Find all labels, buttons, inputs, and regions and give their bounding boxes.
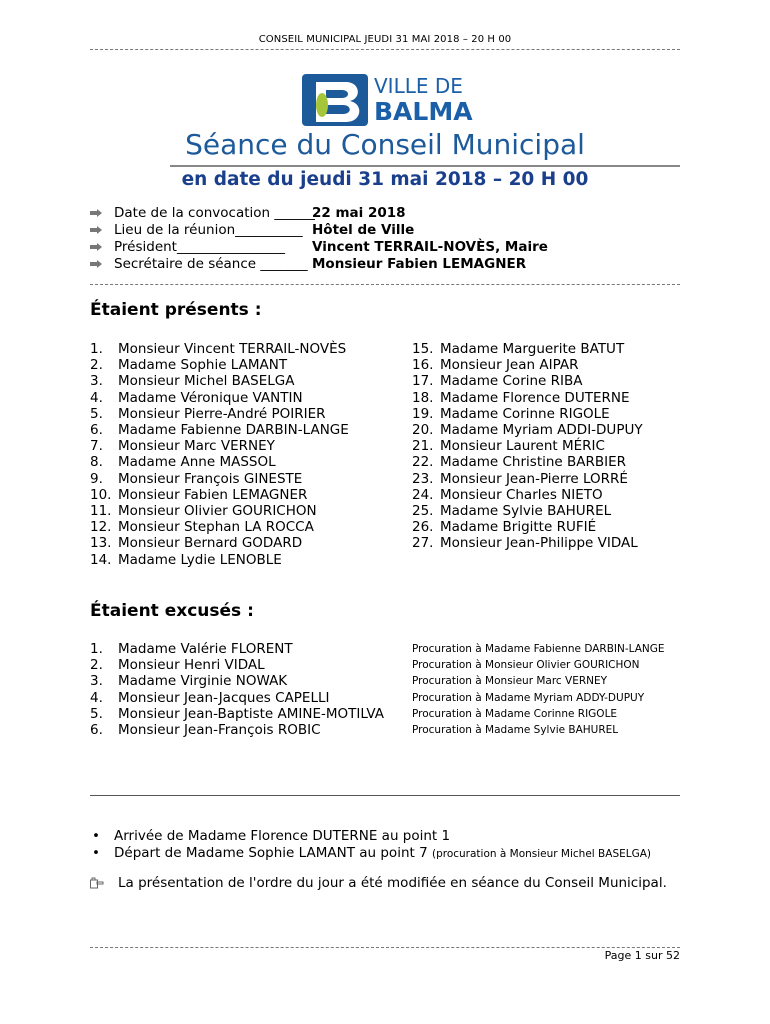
member-name: Monsieur Jean-Pierre LORRÉ — [440, 470, 628, 487]
list-item — [90, 503, 349, 519]
member-name: Monsieur Olivier GOURICHON — [118, 503, 317, 520]
member-name: Madame Sophie LAMANT — [118, 357, 288, 374]
list-number: 23. — [412, 470, 434, 487]
member-name: Monsieur Fabien LEMAGNER — [118, 486, 308, 503]
list-number: 8. — [90, 454, 103, 471]
list-item — [90, 406, 349, 422]
list-item — [90, 673, 384, 689]
list-item — [90, 690, 384, 706]
list-item — [412, 471, 643, 487]
city-logo — [302, 72, 482, 128]
member-name: Monsieur Jean-Baptiste AMINE-MOTILVA — [118, 705, 385, 722]
info-label: Lieu de la réunion__________ — [114, 222, 303, 238]
procuration-text: Procuration à Madame Fabienne DARBIN-LANGE — [412, 643, 665, 655]
member-name: Monsieur Henri VIDAL — [118, 657, 265, 674]
member-name: Madame Christine BARBIER — [440, 454, 627, 471]
list-item — [90, 438, 349, 454]
excuses-list — [90, 641, 384, 738]
list-number: 2. — [90, 357, 103, 374]
arrow-bullet-icon — [90, 226, 102, 234]
list-number: 20. — [412, 422, 434, 439]
info-label: Secrétaire de séance _______ — [114, 256, 308, 272]
excuses-heading: Étaient excusés : — [90, 601, 254, 621]
list-number: 6. — [90, 422, 103, 439]
logo-line-1: VILLE DE — [374, 74, 463, 98]
logo-line-2: BALMA — [374, 97, 473, 126]
remark-text: La présentation de l'ordre du jour a été modifiée en séance du Conseil Municipal. — [118, 875, 667, 891]
notes-divider — [90, 795, 680, 796]
running-header — [0, 34, 770, 45]
list-number: 19. — [412, 405, 434, 422]
list-number: 7. — [90, 438, 103, 455]
list-item — [412, 535, 643, 551]
member-name: Madame Fabienne DARBIN-LANGE — [118, 422, 349, 439]
list-number: 1. — [90, 341, 103, 357]
list-item — [90, 641, 384, 657]
list-number: 15. — [412, 341, 434, 357]
procuration-text: Procuration à Monsieur Olivier GOURICHON — [412, 659, 640, 672]
list-item — [90, 706, 384, 722]
bullet-icon: • — [92, 828, 100, 844]
member-name: Madame Brigitte RUFIÉ — [440, 519, 597, 536]
footer-divider — [90, 947, 680, 948]
list-number: 11. — [90, 503, 112, 520]
list-number: 4. — [90, 389, 103, 406]
list-number: 3. — [90, 673, 103, 690]
list-item — [90, 519, 349, 535]
presents-list-right — [412, 341, 643, 552]
list-item — [412, 519, 643, 535]
list-item — [412, 390, 643, 406]
note-text: Arrivée de Madame Florence DUTERNE au point 1 — [114, 828, 451, 844]
procuration-text: Procuration à Madame Sylvie BAHUREL — [412, 724, 619, 737]
list-item — [412, 503, 643, 519]
list-item — [90, 535, 349, 551]
member-name: Monsieur Vincent TERRAIL-NOVÈS — [118, 341, 347, 357]
list-number: 16. — [412, 357, 434, 374]
list-number: 14. — [90, 551, 112, 568]
member-name: Monsieur Bernard GODARD — [118, 535, 303, 552]
note-line — [114, 845, 651, 863]
info-label: Président________________ — [114, 239, 285, 255]
list-item — [90, 341, 349, 357]
note-procuration: (procuration à Monsieur Michel BASELGA) — [431, 848, 652, 860]
list-number: 25. — [412, 503, 434, 520]
list-item — [412, 406, 643, 422]
list-item — [90, 722, 384, 738]
balma-b-logo-icon — [302, 72, 372, 128]
member-name: Monsieur Jean-François ROBIC — [118, 722, 321, 739]
presents-heading: Étaient présents : — [90, 300, 262, 320]
arrow-bullet-icon — [90, 243, 102, 251]
pointing-hand-icon — [90, 877, 104, 889]
list-item — [90, 471, 349, 487]
procuration-text: Procuration à Madame Myriam ADDY-DUPUY — [412, 691, 645, 704]
member-name: Monsieur Jean-Philippe VIDAL — [440, 535, 638, 552]
list-number: 22. — [412, 454, 434, 471]
info-value: 22 mai 2018 — [312, 205, 406, 221]
list-number: 4. — [90, 689, 103, 706]
member-name: Madame Virginie NOWAK — [118, 673, 288, 690]
info-value: Vincent TERRAIL-NOVÈS, Maire — [312, 239, 548, 255]
title-rule — [170, 165, 680, 167]
list-item — [412, 357, 643, 373]
procurations-list — [412, 641, 665, 738]
list-item — [90, 373, 349, 389]
list-item — [412, 454, 643, 470]
list-item — [90, 487, 349, 503]
list-number: 24. — [412, 486, 434, 503]
arrow-bullet-icon — [90, 260, 102, 268]
member-name: Madame Corine RIBA — [440, 373, 583, 390]
arrow-bullet-icon — [90, 209, 102, 217]
list-number: 5. — [90, 405, 103, 422]
member-name: Monsieur Charles NIETO — [440, 486, 603, 503]
list-item — [412, 373, 643, 389]
note-text: Départ de Madame Sophie LAMANT au point 7 — [114, 845, 428, 861]
member-name: Madame Valérie FLORENT — [118, 641, 293, 657]
list-item — [412, 422, 643, 438]
member-name: Madame Anne MASSOL — [118, 454, 276, 471]
list-number: 27. — [412, 535, 434, 552]
list-number: 18. — [412, 389, 434, 406]
list-number: 9. — [90, 470, 103, 487]
member-name: Madame Véronique VANTIN — [118, 389, 303, 406]
member-name: Monsieur Stephan LA ROCCA — [118, 519, 314, 536]
page-title: Séance du Conseil Municipal — [185, 128, 585, 161]
list-number: 26. — [412, 519, 434, 536]
member-name: Monsieur Pierre-André POIRIER — [118, 405, 326, 422]
list-item — [90, 390, 349, 406]
member-name: Madame Lydie LENOBLE — [118, 551, 282, 568]
member-name: Madame Marguerite BATUT — [440, 341, 625, 357]
list-number: 13. — [90, 535, 112, 552]
list-number: 3. — [90, 373, 103, 390]
page-number: Page 1 sur 52 — [604, 949, 680, 962]
list-item — [90, 422, 349, 438]
member-name: Monsieur François GINESTE — [118, 470, 303, 487]
list-number: 6. — [90, 722, 103, 739]
list-number: 2. — [90, 657, 103, 674]
list-item — [412, 487, 643, 503]
header-divider — [90, 49, 680, 50]
list-item — [412, 341, 643, 357]
list-item — [90, 552, 349, 568]
page-subtitle: en date du jeudi 31 mai 2018 – 20 H 00 — [181, 169, 589, 190]
member-name: Monsieur Laurent MÉRIC — [440, 438, 605, 455]
member-name: Madame Corinne RIGOLE — [440, 405, 610, 422]
list-number: 17. — [412, 373, 434, 390]
list-number: 5. — [90, 705, 103, 722]
procuration-text: Procuration à Monsieur Marc VERNEY — [412, 675, 608, 688]
info-label: Date de la convocation ______ — [114, 205, 315, 221]
member-name: Madame Sylvie BAHUREL — [440, 503, 612, 520]
member-name: Monsieur Jean AIPAR — [440, 357, 579, 374]
info-value: Hôtel de Ville — [312, 222, 415, 238]
presents-list-left — [90, 341, 349, 568]
list-item — [90, 454, 349, 470]
list-number: 12. — [90, 519, 112, 536]
section-divider — [90, 284, 680, 285]
member-name: Madame Florence DUTERNE — [440, 389, 630, 406]
member-name: Monsieur Jean-Jacques CAPELLI — [118, 689, 330, 706]
procuration-text: Procuration à Madame Corinne RIGOLE — [412, 707, 618, 720]
member-name: Monsieur Michel BASELGA — [118, 373, 295, 390]
bullet-icon: • — [92, 845, 100, 861]
running-header-text: CONSEIL MUNICIPAL JEUDI 31 MAI 2018 – 20 H 00 — [258, 34, 512, 45]
list-item — [90, 357, 349, 373]
list-number: 10. — [90, 486, 112, 503]
list-number: 21. — [412, 438, 434, 455]
list-item — [90, 657, 384, 673]
list-number: 1. — [90, 641, 103, 657]
member-name: Monsieur Marc VERNEY — [118, 438, 275, 455]
member-name: Madame Myriam ADDI-DUPUY — [440, 422, 643, 439]
info-value: Monsieur Fabien LEMAGNER — [312, 256, 527, 272]
list-item — [412, 438, 643, 454]
